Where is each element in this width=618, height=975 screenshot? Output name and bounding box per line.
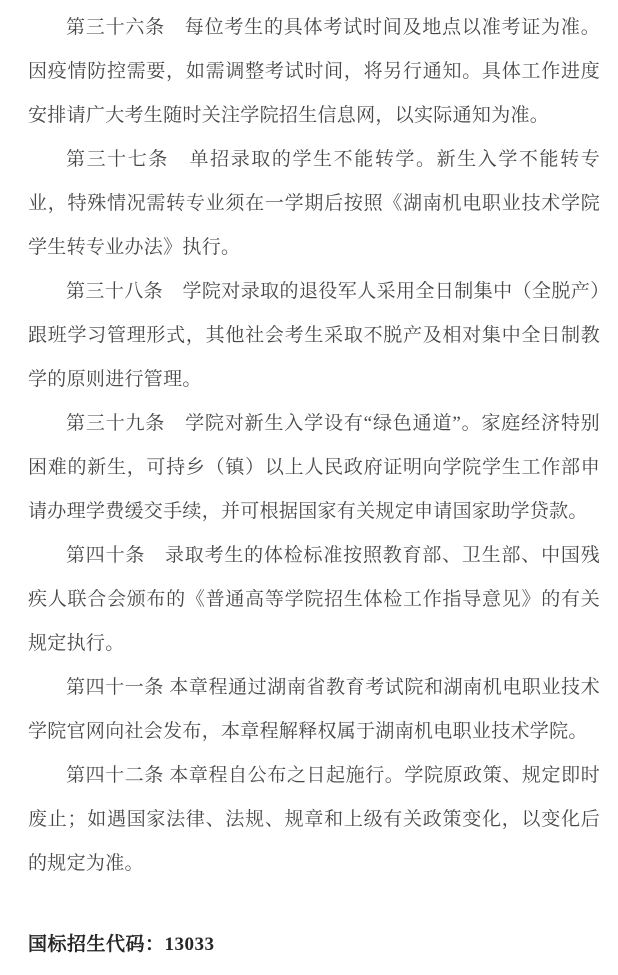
article-37-paragraph: 第三十七条 单招录取的学生不能转学。新生入学不能转专业，特殊情况需转专业须在一学期后按照《湖南机电职业技术学院学生转专业办法》执行。 (28, 149, 600, 258)
article-40-paragraph: 第四十条 录取考生的体检标准按照教育部、卫生部、中国残疾人联合会颁布的《普通高等学院招生体检工作指导意见》的有关规定执行。 (28, 545, 600, 654)
article-38-paragraph: 第三十八条 学院对录取的退役军人采用全日制集中（全脱产）跟班学习管理形式，其他社会考生采取不脱产及相对集中全日制教学的原则进行管理。 (28, 281, 600, 390)
document-body (28, 6, 600, 886)
article-41-paragraph: 第四十一条 本章程通过湖南省教育考试院和湖南机电职业技术学院官网向社会发布，本章程解释权属于湖南机电职业技术学院。 (28, 677, 600, 742)
article-42-paragraph: 第四十二条 本章程自公布之日起施行。学院原政策、规定即时废止；如遇国家法律、法规、规章和上级有关政策变化，以变化后的规定为准。 (28, 765, 600, 874)
national-admission-code: 国标招生代码：13033 (28, 934, 215, 955)
article-36-paragraph: 第三十六条 每位考生的具体考试时间及地点以准考证为准。因疫情防控需要，如需调整考试时间，将另行通知。具体工作进度安排请广大考生随时关注学院招生信息网，以实际通知为准。 (28, 17, 600, 126)
article-39-paragraph: 第三十九条 学院对新生入学设有“绿色通道”。家庭经济特别困难的新生，可持乡（镇）以上人民政府证明向学院学生工作部申请办理学费缓交手续，并可根据国家有关规定申请国家助学贷款。 (28, 413, 600, 522)
